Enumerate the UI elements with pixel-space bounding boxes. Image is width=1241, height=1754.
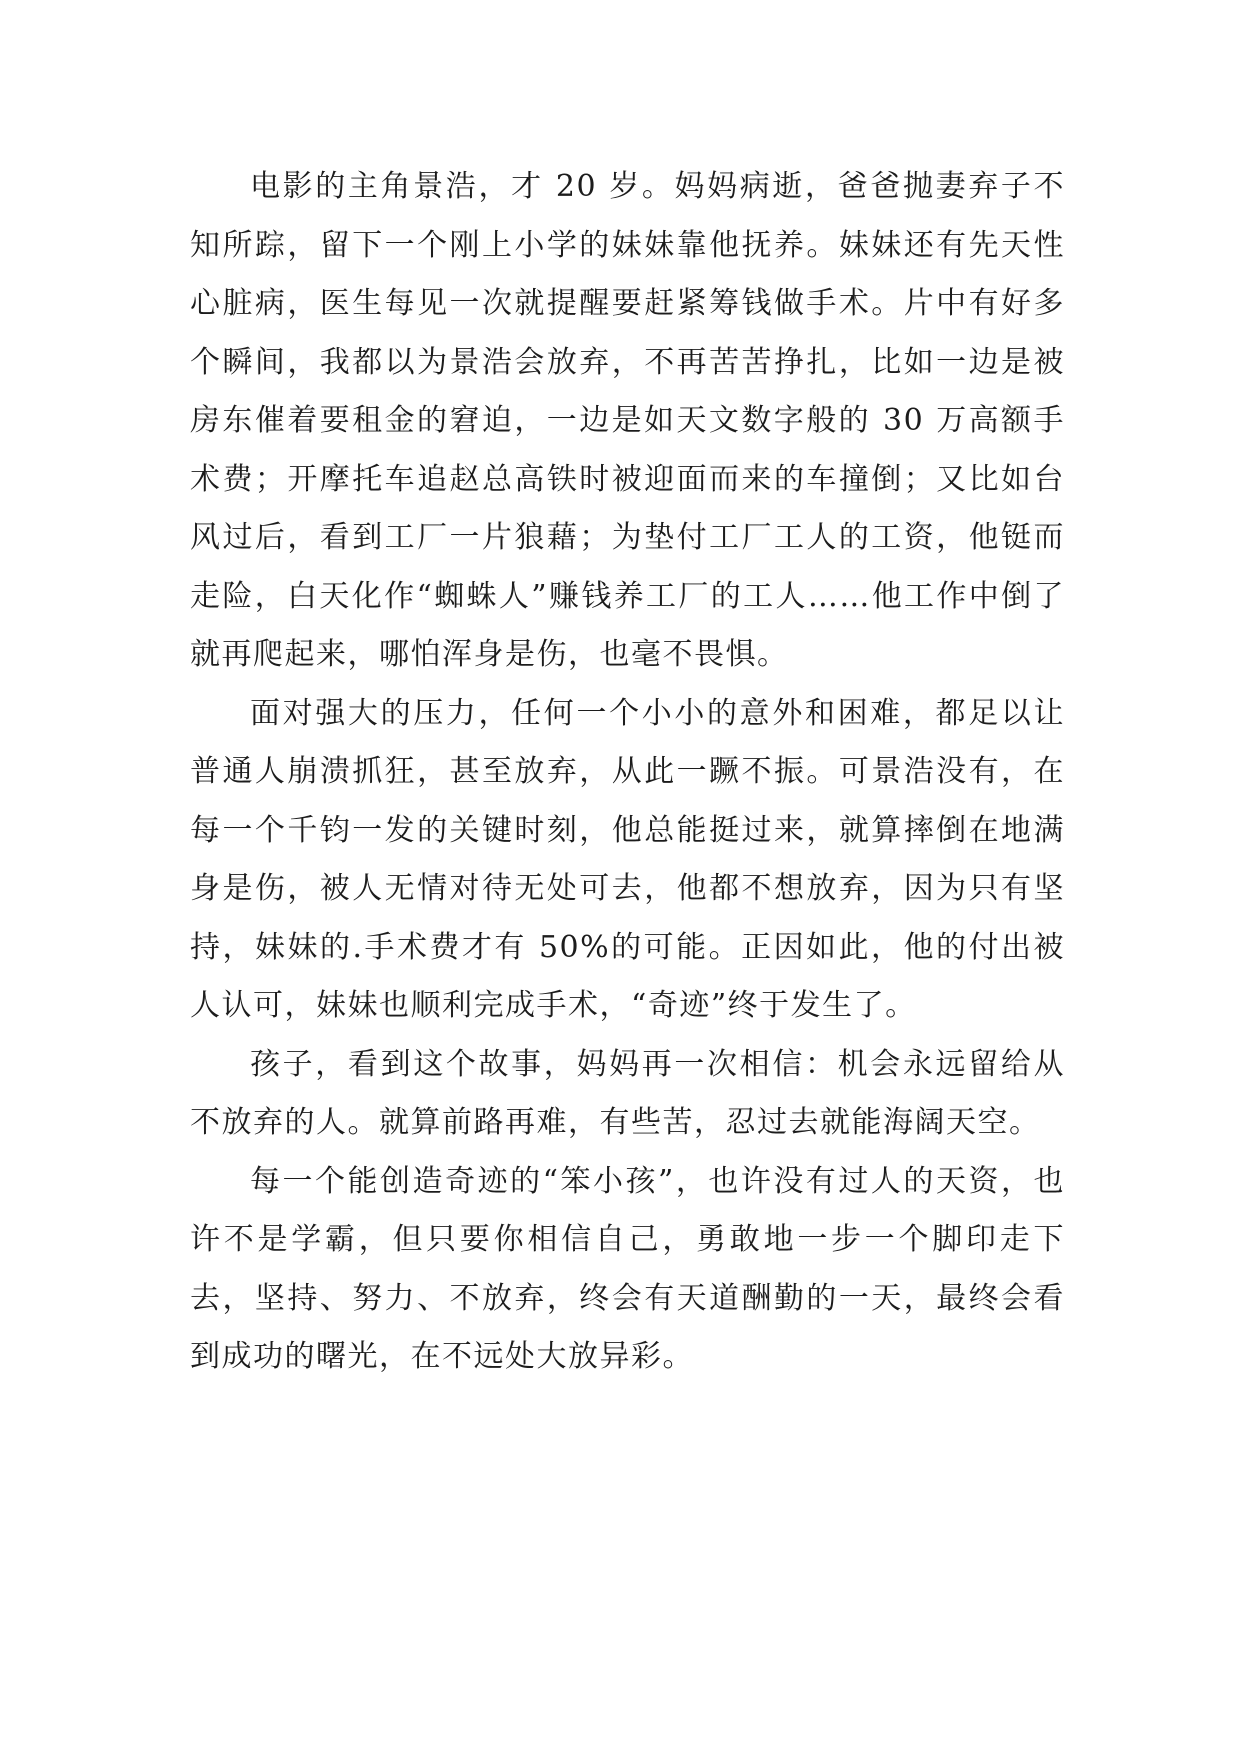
paragraph-4: 每一个能创造奇迹的“笨小孩”，也许没有过人的天资，也许不是学霸，但只要你相信自己，勇敢地一步一个脚印走下去，坚持、努力、不放弃，终会有天道酬勤的一天，最终会看到成功的曙光，在不远处大放异彩。 — [190, 1163, 1065, 1374]
article-body — [190, 158, 1065, 1387]
paragraph-1: 电影的主角景浩，才 20 岁。妈妈病逝，爸爸抛妻弃子不知所踪，留下一个刚上小学的妹妹靠他抚养。妹妹还有先天性心脏病，医生每见一次就提醒要赶紧筹钱做手术。片中有好多个瞬间，我都以为景浩会放弃，不再苦苦挣扎，比如一边是被房东催着要租金的窘迫，一边是如天文数字般的 30 万高额手术费；开摩托车追赵总高铁时被迎面而来的车撞倒；又比如台风过后，看到工厂一片狼藉；为垫付工厂工人的工资，他铤而走险，白天化作“蜘蛛人”赚钱养工厂的工人……他工作中倒了就再爬起来，哪怕浑身是伤，也毫不畏惧。 — [190, 169, 1065, 672]
paragraph-3: 孩子，看到这个故事，妈妈再一次相信：机会永远留给从不放弃的人。就算前路再难，有些苦，忍过去就能海阔天空。 — [190, 1046, 1065, 1140]
paragraph-2: 面对强大的压力，任何一个小小的意外和困难，都足以让普通人崩溃抓狂，甚至放弃，从此一蹶不振。可景浩没有，在每一个千钧一发的关键时刻，他总能挺过来，就算摔倒在地满身是伤，被人无情对待无处可去，他都不想放弃，因为只有坚持，妹妹的.手术费才有 50%的可能。正因如此，他的付出被人认可，妹妹也顺利完成手术，“奇迹”终于发生了。 — [190, 695, 1065, 1023]
